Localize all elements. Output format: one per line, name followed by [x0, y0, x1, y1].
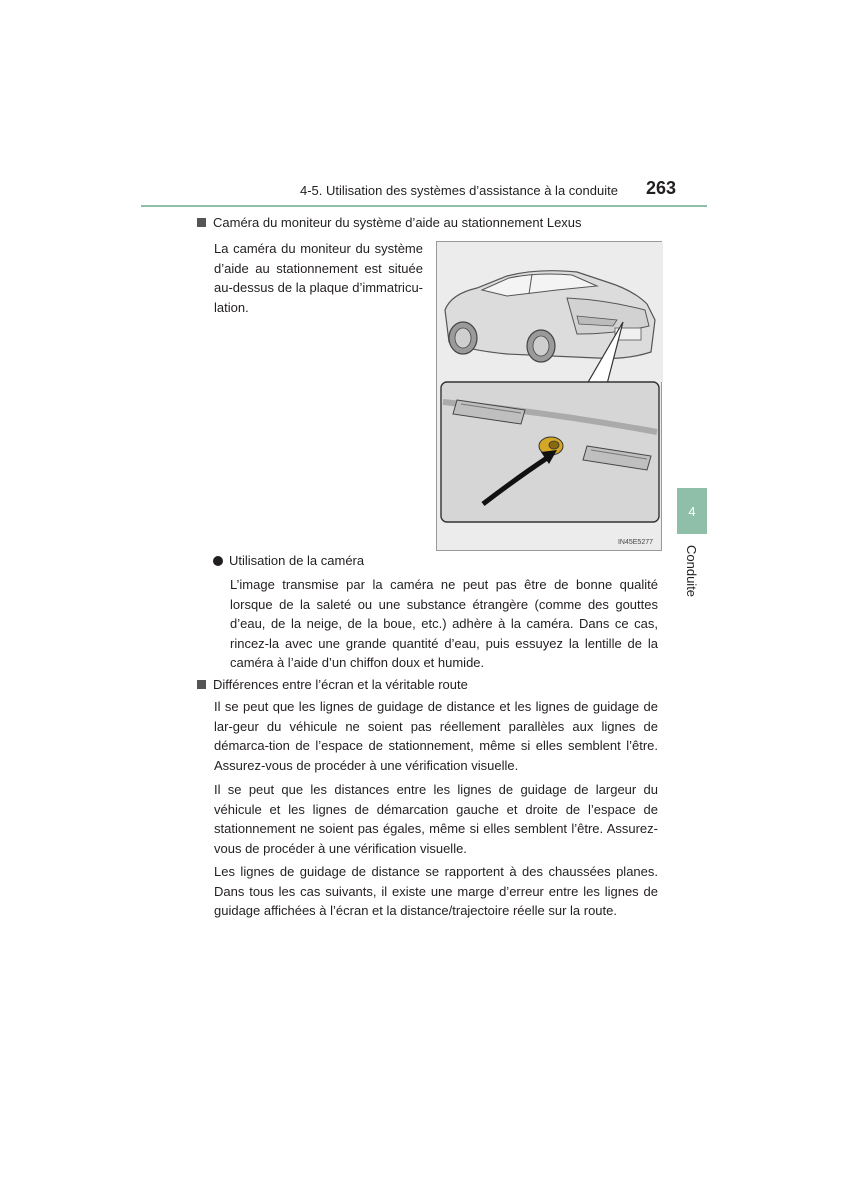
chapter-number: 4 — [688, 503, 696, 519]
figure-reference-code: IN45E5277 — [617, 539, 653, 546]
section-heading-differences — [197, 677, 468, 692]
differences-paragraph-3: Les lignes de guidage de distance se rapportent à des chaussées planes. Dans tous les cas suivants, il existe une marge d’erreur entre les lignes de guidage affichées à l’écran et la distance/trajectoire réelle sur la route. — [214, 864, 658, 918]
header-divider — [141, 205, 707, 207]
camera-use-paragraph: L’image transmise par la caméra ne peut pas être de bonne qualité lorsque de la saleté ou une substance étrangère (comme des gouttes d’eau, de la neige, de la boue, etc.) adhère à la caméra. Dans ce cas, rincez-la avec une grande quantité d’eau, puis essuyez la lentille de la caméra à l’aide d’un chiffon doux et humide. — [230, 577, 658, 670]
car-rear-camera-drawing — [437, 242, 663, 552]
section-heading-camera — [197, 215, 582, 230]
differences-paragraph-1: Il se peut que les lignes de guidage de distance et les lignes de guidage de lar-geur du véhicule ne soient pas réellement parallèles aux lignes de démarca-tion de l’espace de stationnement, même si elles semblent l’être. Assurez-vous de procéder à une vérification visuelle. — [214, 699, 658, 773]
square-bullet-icon — [197, 218, 206, 227]
bullet-heading-text: Utilisation de la caméra — [229, 553, 365, 568]
round-bullet-icon — [213, 556, 223, 566]
section-heading-text: Caméra du moniteur du système d’aide au stationnement Lexus — [213, 215, 582, 230]
differences-paragraph-2: Il se peut que les distances entre les lignes de guidage de largeur du véhicule et les lignes de démarcation gauche et droite de l’espace de stationnement ne soient pas égales, même si elles semblent l’être. Assurez-vous de procéder à une vérification visuelle. — [214, 782, 658, 856]
chapter-label: Conduite — [684, 545, 699, 598]
square-bullet-icon — [197, 680, 206, 689]
section-heading-text: Différences entre l’écran et la véritable route — [213, 677, 468, 692]
running-header-title: 4-5. Utilisation des systèmes d’assistance à la conduite — [300, 183, 618, 198]
camera-location-illustration — [436, 241, 662, 551]
page-number: 263 — [645, 178, 676, 198]
bullet-heading-camera-use — [213, 553, 364, 568]
camera-location-paragraph: La caméra du moniteur du système d’aide au stationnement est située au-dessus de la plaque d’immatricu-lation. — [214, 241, 423, 315]
chapter-tab — [677, 488, 707, 534]
